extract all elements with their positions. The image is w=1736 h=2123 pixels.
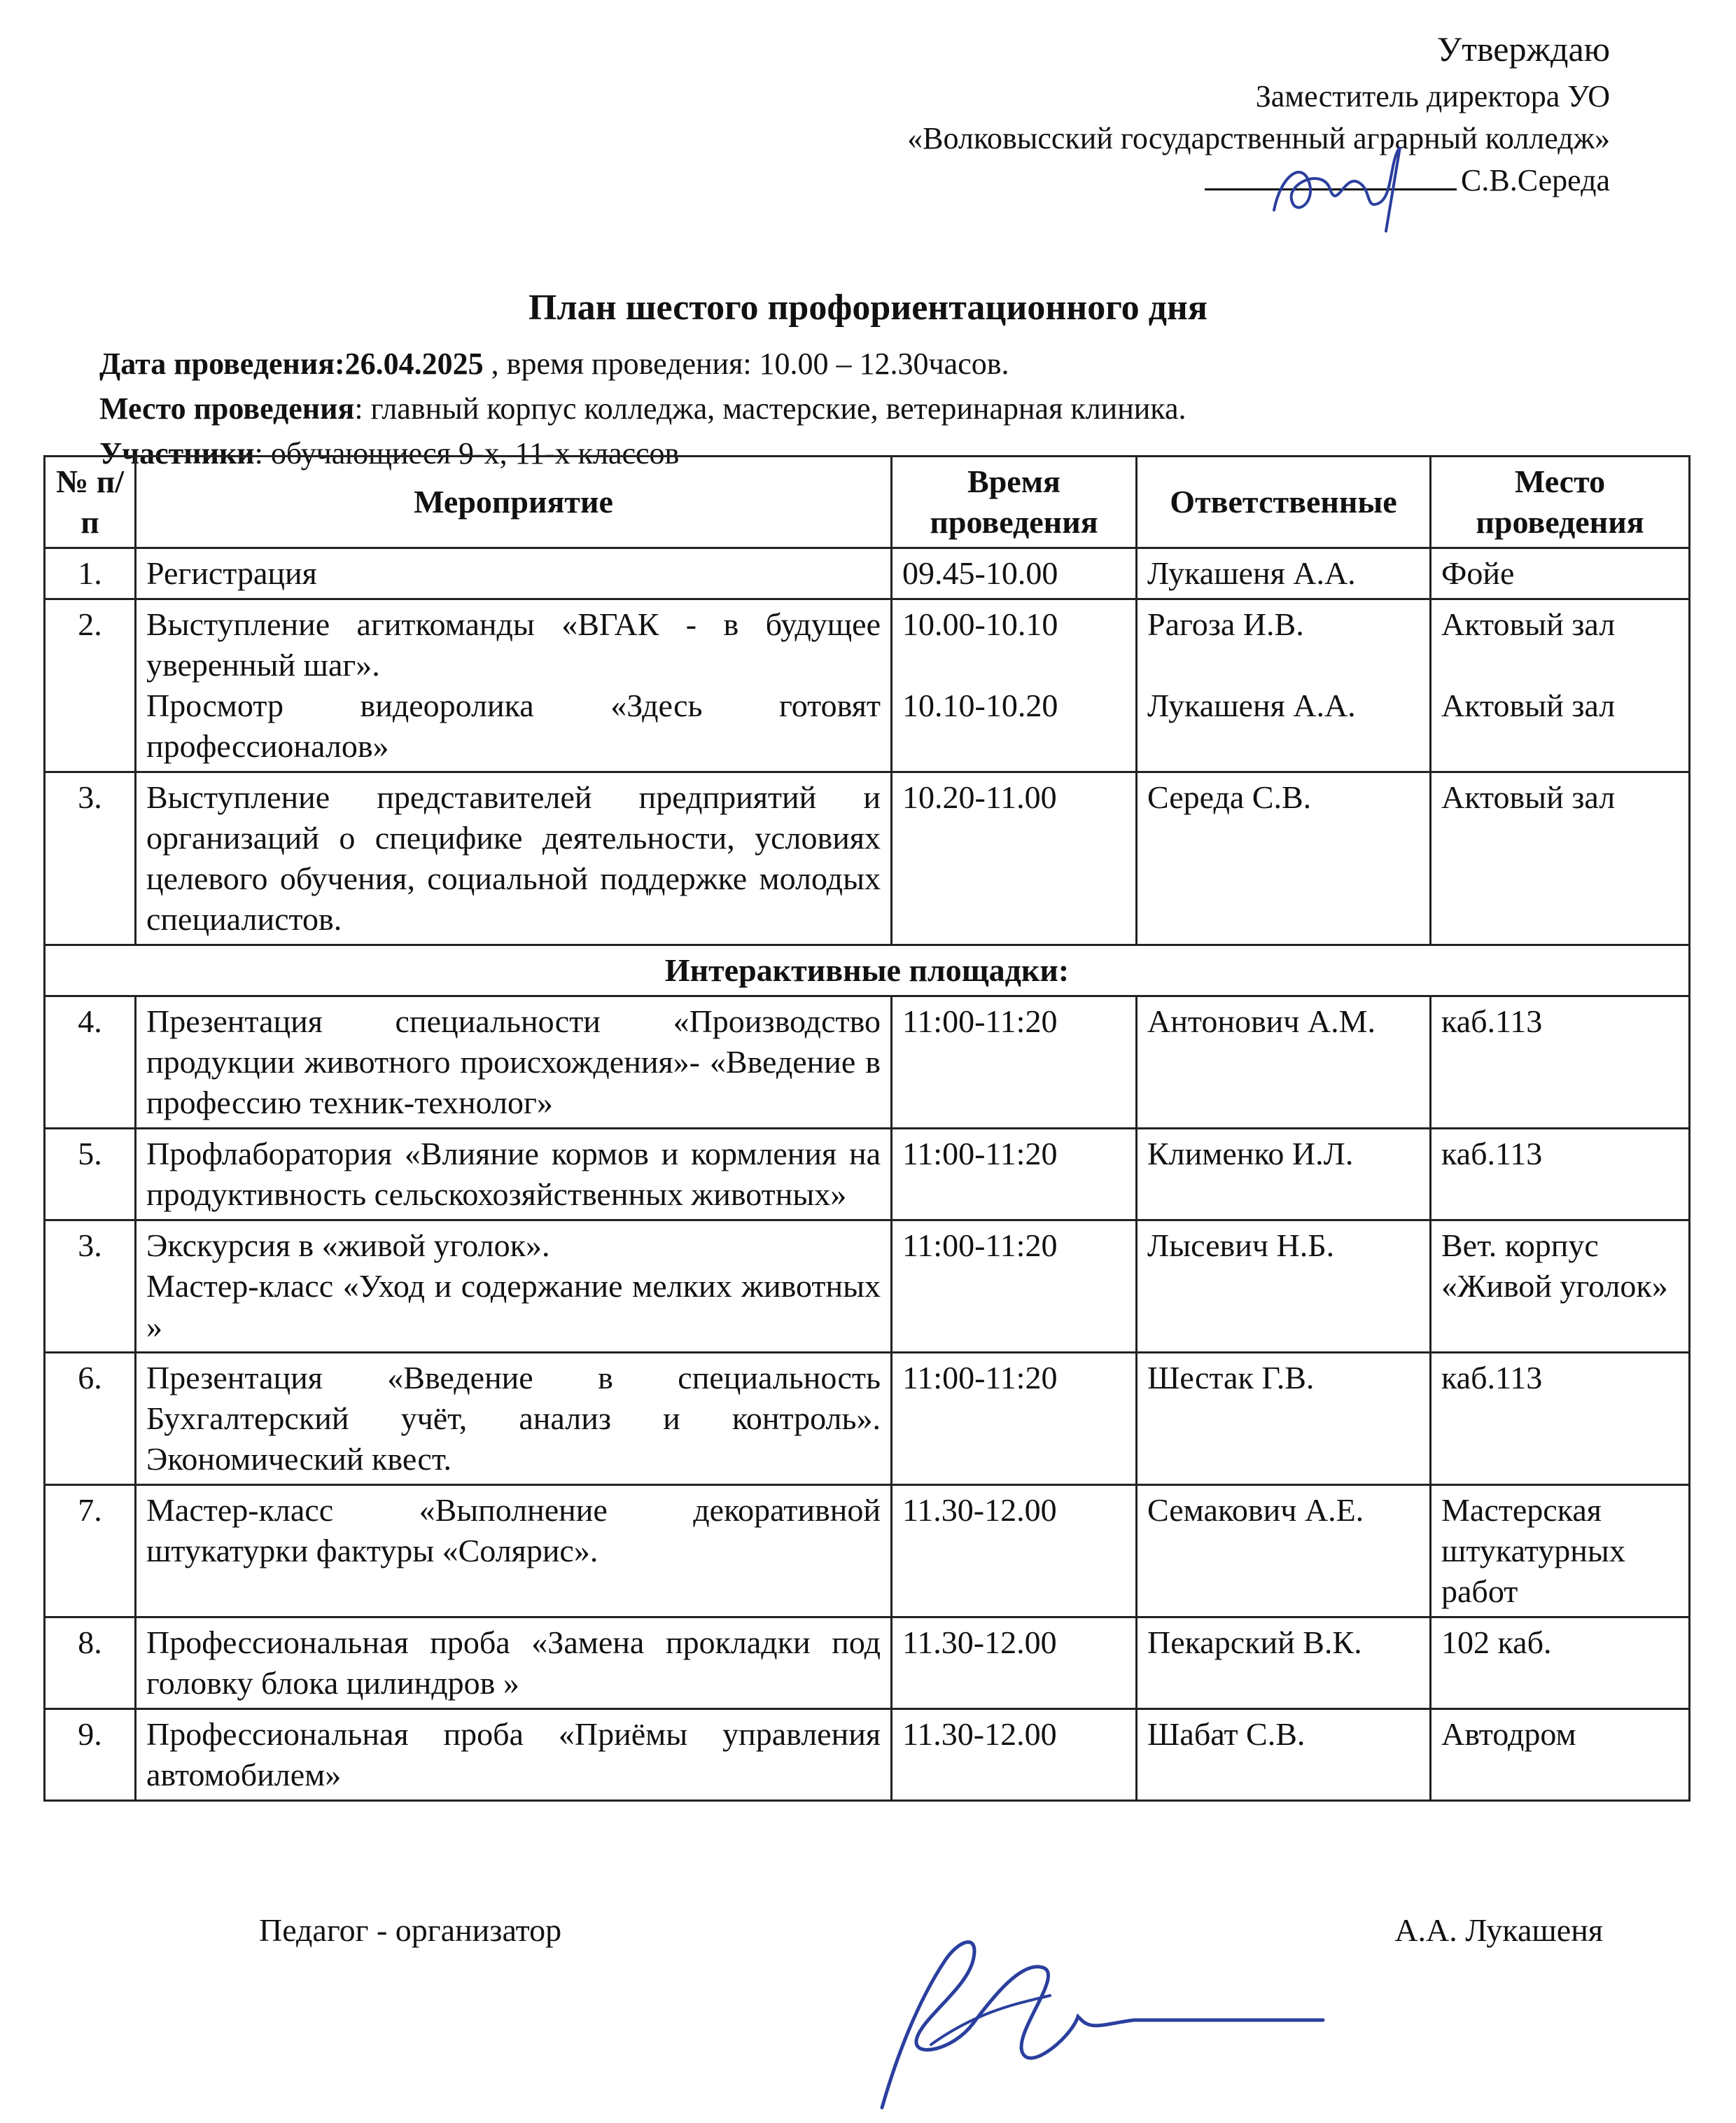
table-row <box>45 1129 1690 1220</box>
col-header-responsible: Ответственные <box>1137 457 1431 548</box>
table-row <box>45 548 1690 599</box>
section-heading: Интерактивные площадки: <box>45 945 1690 996</box>
row-num: 2. <box>45 599 136 772</box>
table-row <box>45 772 1690 945</box>
row-responsible: Шестак Г.В. <box>1137 1353 1431 1485</box>
row-responsible-part-1: Рагоза И.В. <box>1147 606 1304 642</box>
row-time: 11:00-11:20 <box>892 996 1137 1129</box>
approval-line-2: «Волковысский государственный аграрный колледж» <box>907 121 1610 155</box>
table-row <box>45 1353 1690 1485</box>
approver-name: С.В.Середа <box>1461 163 1610 197</box>
row-responsible: Клименко И.Л. <box>1137 1129 1431 1220</box>
row-num: 5. <box>45 1129 136 1220</box>
row-event: Презентация специальности «Производство продукции животного происхождения»- «Введение в профессию техник-технолог» <box>136 996 892 1129</box>
section-row <box>45 945 1690 996</box>
col-header-place: Место проведения <box>1431 457 1690 548</box>
row-place: Вет. корпус «Живой уголок» <box>1431 1220 1690 1353</box>
col-header-time: Время проведения <box>892 457 1137 548</box>
place-line <box>99 387 1186 431</box>
row-place <box>1431 599 1690 772</box>
row-place: каб.113 <box>1431 1353 1690 1485</box>
row-time: 11:00-11:20 <box>892 1129 1137 1220</box>
row-time <box>892 599 1137 772</box>
table-row <box>45 1220 1690 1353</box>
row-event: Профессиональная проба «Замена прокладки под головку блока цилиндров » <box>136 1617 892 1709</box>
row-num: 1. <box>45 548 136 599</box>
plan-table <box>43 455 1690 1802</box>
approval-line-1: Заместитель директора УО <box>1255 79 1610 113</box>
organizer-name: А.А. Лукашеня <box>1394 1912 1603 1948</box>
row-event: Мастер-класс «Выполнение декоративной штукатурки фактуры «Солярис». <box>136 1485 892 1617</box>
row-time: 11.30-12.00 <box>892 1709 1137 1801</box>
row-place: 102 каб. <box>1431 1617 1690 1709</box>
row-place: Автодром <box>1431 1709 1690 1801</box>
row-responsible: Антонович А.М. <box>1137 996 1431 1129</box>
participants-value: : обучающиеся 9-х, 11-х классов <box>254 436 680 471</box>
row-event: Регистрация <box>136 548 892 599</box>
table-row <box>45 1709 1690 1801</box>
row-num: 7. <box>45 1485 136 1617</box>
row-time: 10.20-11.00 <box>892 772 1137 945</box>
organizer-signature <box>840 1919 1330 2115</box>
row-responsible: Пекарский В.К. <box>1137 1617 1431 1709</box>
place-value: : главный корпус колледжа, мастерские, ветеринарная клиника. <box>354 391 1186 426</box>
row-num: 6. <box>45 1353 136 1485</box>
row-event-part-2: Мастер-класс «Уход и содержание мелких животных » <box>146 1268 881 1344</box>
row-time: 11.30-12.00 <box>892 1617 1137 1709</box>
time-text: , время проведения: 10.00 – 12.30часов. <box>483 347 1009 381</box>
approval-heading: Утверждаю <box>1436 29 1610 69</box>
date-label: Дата проведения: <box>99 347 345 381</box>
row-event <box>136 599 892 772</box>
row-event: Профессиональная проба «Приёмы управления автомобилем» <box>136 1709 892 1801</box>
row-num: 3. <box>45 1220 136 1353</box>
table-row <box>45 1617 1690 1709</box>
table-row <box>45 1485 1690 1617</box>
row-place: Фойе <box>1431 548 1690 599</box>
table-row <box>45 599 1690 772</box>
place-label: Место проведения <box>99 391 355 426</box>
row-time: 11.30-12.00 <box>892 1485 1137 1617</box>
row-num: 9. <box>45 1709 136 1801</box>
row-num: 8. <box>45 1617 136 1709</box>
row-event-part-1: Выступление агиткоманды «ВГАК - в будущее уверенный шаг». <box>146 606 881 683</box>
page-title: План шестого профориентационного дня <box>528 288 1208 328</box>
row-event: Профлаборатория «Влияние кормов и кормления на продуктивность сельскохозяйственных животных» <box>136 1129 892 1220</box>
row-responsible: Середа С.В. <box>1137 772 1431 945</box>
row-place-part-2: Актовый зал <box>1441 688 1616 723</box>
date-line <box>99 342 1186 387</box>
row-time-part-1: 10.00-10.10 <box>902 606 1058 642</box>
row-place: Мастерская штукатурных работ <box>1431 1485 1690 1617</box>
row-event-part-2: Просмотр видеоролика «Здесь готовят профессионалов» <box>146 688 881 764</box>
row-responsible: Семакович А.Е. <box>1137 1485 1431 1617</box>
table-row <box>45 996 1690 1129</box>
col-header-event: Мероприятие <box>136 457 892 548</box>
approver-signature <box>1260 133 1470 238</box>
table-header-row <box>45 457 1690 548</box>
approval-signature-line <box>907 160 1610 202</box>
row-place: каб.113 <box>1431 1129 1690 1220</box>
participants-label: Участники <box>99 436 255 471</box>
row-num: 3. <box>45 772 136 945</box>
row-event-part-1: Экскурсия в «живой уголок». <box>146 1227 550 1263</box>
date-value: 26.04.2025 <box>344 347 484 381</box>
row-time: 11:00-11:20 <box>892 1220 1137 1353</box>
organizer-title: Педагог - организатор <box>259 1912 562 1948</box>
row-responsible <box>1137 599 1431 772</box>
row-event <box>136 1220 892 1353</box>
row-event: Презентация «Введение в специальность Бухгалтерский учёт, анализ и контроль». Экономический квест. <box>136 1353 892 1485</box>
row-place: Актовый зал <box>1431 772 1690 945</box>
approval-block <box>907 28 1610 202</box>
row-time-part-2: 10.10-10.20 <box>902 688 1058 723</box>
row-responsible: Лысевич Н.Б. <box>1137 1220 1431 1353</box>
row-event: Выступление представителей предприятий и организаций о специфике деятельности, условиях целевого обучения, социальной поддержке молодых специалистов. <box>136 772 892 945</box>
row-num: 4. <box>45 996 136 1129</box>
row-responsible: Лукашеня А.А. <box>1137 548 1431 599</box>
row-responsible-part-2: Лукашеня А.А. <box>1147 688 1356 723</box>
row-time: 09.45-10.00 <box>892 548 1137 599</box>
row-place: каб.113 <box>1431 996 1690 1129</box>
col-header-num: № п/п <box>45 457 136 548</box>
row-place-part-1: Актовый зал <box>1441 606 1616 642</box>
row-responsible: Шабат С.В. <box>1137 1709 1431 1801</box>
row-time: 11:00-11:20 <box>892 1353 1137 1485</box>
